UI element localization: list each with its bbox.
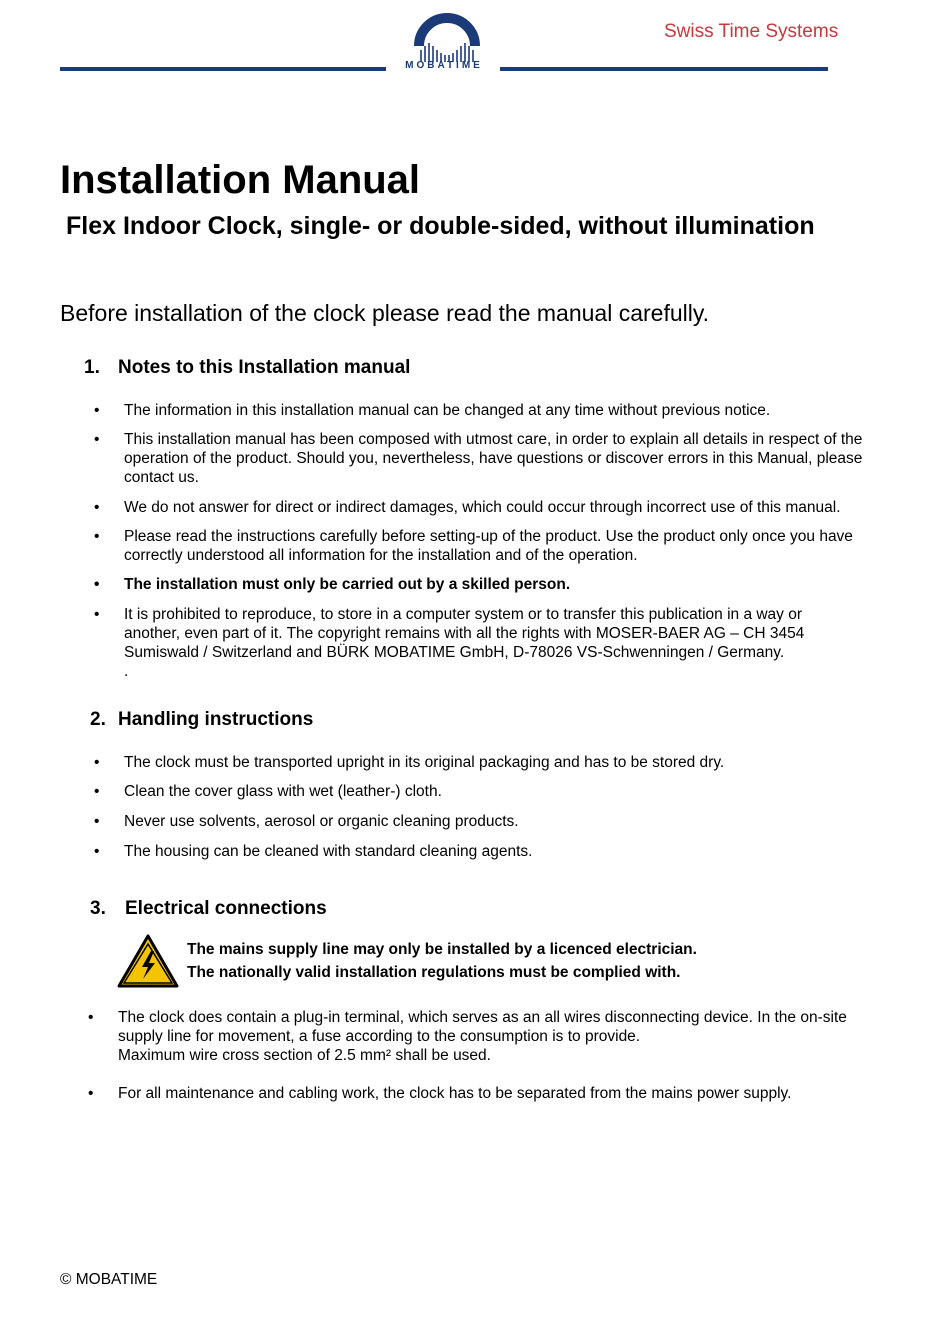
bullet-glyph: • (94, 431, 100, 448)
tagline: Swiss Time Systems (664, 21, 839, 42)
list-item-text: The clock must be transported upright in its original packaging and has to be stored dry. (124, 754, 725, 771)
list-item-text: The information in this installation manual can be changed at any time without previous notice. (124, 402, 771, 419)
bullet-glyph: • (88, 1085, 94, 1102)
list-item-text: Clean the cover glass with wet (leather-) cloth. (124, 783, 442, 800)
section-number: 1. (84, 357, 100, 378)
bullet-glyph: • (88, 1009, 94, 1026)
list-item-text: The clock does contain a plug-in terminal, which serves as an all wires disconnecting device. In the on-site supply line for movement, a fuse according to the consumption is to provide. (118, 1009, 847, 1045)
section-number: 3. (90, 898, 106, 919)
list-item-text: Please read the instructions carefully before setting-up of the product. Use the product only once you have correctly understood all information for the installation and of the operation. (124, 528, 853, 564)
bullet-glyph: • (94, 606, 100, 623)
list-item-text: This installation manual has been composed with utmost care, in order to explain all details in respect of the operation of the product. Should you, nevertheless, have questions or discover errors in this Manual, please contact us. (124, 431, 863, 486)
warning-line: The mains supply line may only be installed by a licenced electrician. (187, 941, 697, 958)
footer-copyright: © MOBATIME (60, 1271, 158, 1288)
list-item-text: Never use solvents, aerosol or organic cleaning products. (124, 813, 519, 830)
list-item-text: For all maintenance and cabling work, the clock has to be separated from the mains power supply. (118, 1085, 792, 1102)
section-title: Notes to this Installation manual (118, 357, 411, 378)
logo-wordmark: MOBATIME (405, 60, 483, 71)
bullet-glyph: • (94, 402, 100, 419)
high-voltage-warning-icon (116, 933, 180, 989)
bullet-glyph: • (94, 843, 100, 860)
section-number: 2. (90, 709, 106, 730)
intro-text: Before installation of the clock please read the manual carefully. (60, 300, 710, 326)
bullet-glyph: • (94, 754, 100, 771)
list-item-text: The housing can be cleaned with standard cleaning agents. (124, 843, 533, 860)
bullet-glyph: • (94, 783, 100, 800)
list-item-trailing-dot: . (124, 663, 129, 680)
document-subtitle: Flex Indoor Clock, single- or double-sided, without illumination (66, 212, 815, 240)
header-rule-right (500, 67, 828, 71)
warning-line: The nationally valid installation regulations must be complied with. (187, 964, 681, 981)
list-item-text: It is prohibited to reproduce, to store in a computer system or to transfer this publication in a way or another, even part of it. The copyright remains with all the rights with MOSER-BAER AG – CH 3454 Sumiswald / Switzerland and BÜRK MOBATIME GmbH, D-78026 VS-Schwenningen / Germany. (124, 606, 805, 661)
section-title: Handling instructions (118, 709, 314, 730)
list-item-text: The installation must only be carried out by a skilled person. (124, 576, 571, 593)
header-rule-left (60, 67, 386, 71)
list-item-continuation: Maximum wire cross section of 2.5 mm² shall be used. (118, 1047, 491, 1064)
document-title: Installation Manual (60, 158, 421, 202)
bullet-glyph: • (94, 576, 100, 593)
bullet-glyph: • (94, 813, 100, 830)
bullet-glyph: • (94, 528, 100, 545)
bullet-glyph: • (94, 499, 100, 516)
list-item-text: We do not answer for direct or indirect damages, which could occur through incorrect use of this manual. (124, 499, 841, 516)
section-title: Electrical connections (125, 898, 327, 919)
